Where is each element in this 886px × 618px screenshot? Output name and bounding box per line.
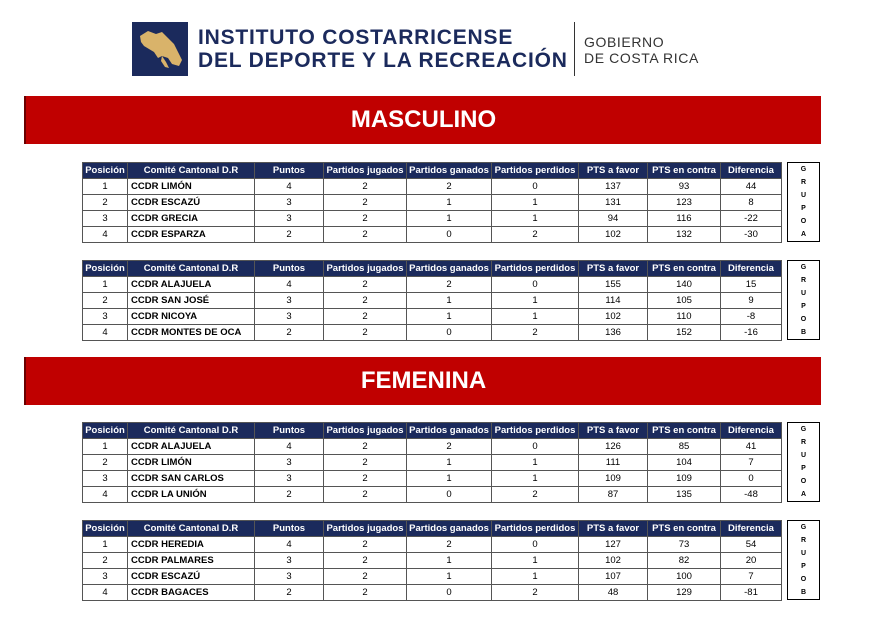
col-diferencia: Diferencia [721,521,782,537]
cell-comite: CCDR SAN JOSÉ [128,293,255,309]
standings-table-femenina-a [82,422,782,503]
col-comite: Comité Cantonal D.R [128,163,255,179]
col-ganados: Partidos ganados [407,163,492,179]
group-letter: G [800,166,807,173]
cell-perdidos: 1 [492,309,579,325]
cell-pts-contra: 132 [648,227,721,243]
cell-pts-favor: 109 [579,471,648,487]
col-comite: Comité Cantonal D.R [128,261,255,277]
standings-table-femenina-b [82,520,782,601]
cell-comite: CCDR LIMÓN [128,455,255,471]
cell-jugados: 2 [324,439,407,455]
col-ganados: Partidos ganados [407,261,492,277]
gov-line-1: GOBIERNO [584,34,665,50]
cell-diferencia: 15 [721,277,782,293]
cell-jugados: 2 [324,537,407,553]
cell-ganados: 1 [407,553,492,569]
group-label-femenina-b [787,520,820,600]
cell-puntos: 2 [255,227,324,243]
col-pts-favor: PTS a favor [579,163,648,179]
cell-puntos: 2 [255,487,324,503]
col-puntos: Puntos [255,521,324,537]
cell-comite: CCDR LIMÓN [128,179,255,195]
cell-diferencia: 9 [721,293,782,309]
col-diferencia: Diferencia [721,163,782,179]
cell-jugados: 2 [324,293,407,309]
gov-line-2: DE COSTA RICA [584,50,699,66]
cell-comite: CCDR HEREDIA [128,537,255,553]
cell-diferencia: 54 [721,537,782,553]
cell-ganados: 0 [407,487,492,503]
cell-pts-contra: 123 [648,195,721,211]
cell-pts-contra: 104 [648,455,721,471]
header-divider [574,22,575,76]
group-letter: P [801,563,806,570]
table-header-row [83,163,782,179]
cell-puntos: 3 [255,293,324,309]
cell-ganados: 1 [407,455,492,471]
col-diferencia: Diferencia [721,261,782,277]
cell-jugados: 2 [324,227,407,243]
cell-perdidos: 0 [492,537,579,553]
section-banner-femenina: FEMENINA [24,357,821,405]
table-row [83,277,782,293]
col-comite: Comité Cantonal D.R [128,423,255,439]
col-pts-favor: PTS a favor [579,261,648,277]
cell-jugados: 2 [324,585,407,601]
cell-puntos: 3 [255,455,324,471]
cell-comite: CCDR NICOYA [128,309,255,325]
cell-diferencia: -8 [721,309,782,325]
group-letter: R [800,537,807,544]
cell-perdidos: 2 [492,325,579,341]
cell-pts-contra: 105 [648,293,721,309]
group-letter: P [801,205,806,212]
col-comite: Comité Cantonal D.R [128,521,255,537]
cell-posicion: 4 [83,487,128,503]
cell-pts-contra: 152 [648,325,721,341]
cell-perdidos: 1 [492,553,579,569]
cell-posicion: 3 [83,211,128,227]
cell-puntos: 2 [255,325,324,341]
cell-diferencia: -48 [721,487,782,503]
institute-name [198,26,568,72]
group-letter: U [800,290,807,297]
cell-pts-contra: 82 [648,553,721,569]
table-row [83,537,782,553]
group-letter: O [800,218,807,225]
cell-jugados: 2 [324,277,407,293]
table-row [83,439,782,455]
cell-pts-contra: 129 [648,585,721,601]
government-name [584,34,699,66]
cell-jugados: 2 [324,325,407,341]
table-header-row [83,521,782,537]
cell-ganados: 1 [407,293,492,309]
cell-posicion: 1 [83,537,128,553]
cell-diferencia: -22 [721,211,782,227]
cell-posicion: 1 [83,179,128,195]
table-row [83,569,782,585]
group-letter: A [800,231,807,238]
col-diferencia: Diferencia [721,423,782,439]
group-label-masculino-a [787,162,820,242]
cell-pts-contra: 100 [648,569,721,585]
group-letter: R [800,277,807,284]
cell-posicion: 2 [83,195,128,211]
cell-jugados: 2 [324,553,407,569]
cell-perdidos: 1 [492,211,579,227]
table-row [83,195,782,211]
cell-jugados: 2 [324,471,407,487]
cell-ganados: 2 [407,277,492,293]
table-row [83,325,782,341]
cell-pts-contra: 140 [648,277,721,293]
col-perdidos: Partidos perdidos [492,521,579,537]
cell-puntos: 4 [255,179,324,195]
table-row [83,553,782,569]
group-letter: U [800,550,807,557]
cell-puntos: 3 [255,309,324,325]
col-puntos: Puntos [255,163,324,179]
cell-pts-favor: 102 [579,227,648,243]
cell-comite: CCDR ESPARZA [128,227,255,243]
col-puntos: Puntos [255,261,324,277]
cell-diferencia: -16 [721,325,782,341]
cell-comite: CCDR BAGACES [128,585,255,601]
cell-comite: CCDR GRECIA [128,211,255,227]
table-row [83,211,782,227]
cell-diferencia: 0 [721,471,782,487]
cell-posicion: 2 [83,455,128,471]
institute-line-1: INSTITUTO COSTARRICENSE [198,26,514,49]
col-perdidos: Partidos perdidos [492,163,579,179]
cell-jugados: 2 [324,309,407,325]
cell-pts-contra: 116 [648,211,721,227]
cell-diferencia: 44 [721,179,782,195]
cell-pts-contra: 85 [648,439,721,455]
cell-perdidos: 0 [492,179,579,195]
cell-pts-favor: 48 [579,585,648,601]
table-row [83,227,782,243]
cell-jugados: 2 [324,179,407,195]
cell-ganados: 0 [407,325,492,341]
cell-diferencia: 7 [721,455,782,471]
col-pts-contra: PTS en contra [648,423,721,439]
cell-diferencia: 7 [721,569,782,585]
cell-posicion: 3 [83,569,128,585]
cell-posicion: 3 [83,309,128,325]
cell-posicion: 2 [83,293,128,309]
group-label-masculino-b [787,260,820,340]
table-row [83,179,782,195]
col-pts-favor: PTS a favor [579,521,648,537]
col-posicion: Posición [83,261,128,277]
cell-pts-favor: 102 [579,553,648,569]
group-letter: O [800,478,807,485]
cell-puntos: 3 [255,553,324,569]
cell-comite: CCDR ESCAZÚ [128,569,255,585]
cell-pts-favor: 87 [579,487,648,503]
group-letter: B [800,589,807,596]
table-header-row [83,423,782,439]
group-letter: A [800,491,807,498]
cell-pts-favor: 127 [579,537,648,553]
table-row [83,455,782,471]
cell-puntos: 4 [255,439,324,455]
cell-diferencia: 20 [721,553,782,569]
group-letter: O [800,576,807,583]
col-jugados: Partidos jugados [324,163,407,179]
cell-pts-favor: 155 [579,277,648,293]
cell-diferencia: 41 [721,439,782,455]
col-posicion: Posición [83,521,128,537]
cell-diferencia: -81 [721,585,782,601]
cell-puntos: 2 [255,585,324,601]
table-row [83,487,782,503]
header [130,20,730,80]
cell-perdidos: 1 [492,195,579,211]
col-pts-contra: PTS en contra [648,521,721,537]
group-label-femenina-a [787,422,820,502]
col-pts-contra: PTS en contra [648,261,721,277]
table-row [83,585,782,601]
cell-perdidos: 2 [492,227,579,243]
group-letter: P [801,465,806,472]
cell-comite: CCDR MONTES DE OCA [128,325,255,341]
cell-perdidos: 0 [492,277,579,293]
cell-pts-contra: 109 [648,471,721,487]
cell-pts-contra: 73 [648,537,721,553]
group-letter: B [800,329,807,336]
cell-ganados: 2 [407,537,492,553]
cell-pts-contra: 93 [648,179,721,195]
cell-pts-favor: 102 [579,309,648,325]
cell-perdidos: 1 [492,471,579,487]
cell-posicion: 4 [83,227,128,243]
col-jugados: Partidos jugados [324,521,407,537]
group-letter: U [800,192,807,199]
cell-ganados: 2 [407,179,492,195]
cell-ganados: 1 [407,569,492,585]
col-perdidos: Partidos perdidos [492,423,579,439]
standings-table-masculino-a [82,162,782,243]
cell-comite: CCDR ALAJUELA [128,439,255,455]
cell-diferencia: 8 [721,195,782,211]
cell-jugados: 2 [324,195,407,211]
cell-pts-favor: 126 [579,439,648,455]
cell-comite: CCDR SAN CARLOS [128,471,255,487]
col-posicion: Posición [83,423,128,439]
cell-perdidos: 2 [492,585,579,601]
cell-puntos: 3 [255,211,324,227]
col-ganados: Partidos ganados [407,521,492,537]
cell-puntos: 4 [255,277,324,293]
cell-pts-favor: 94 [579,211,648,227]
cell-jugados: 2 [324,211,407,227]
group-letter: P [801,303,806,310]
costa-rica-map-icon [132,22,188,76]
cell-puntos: 3 [255,471,324,487]
group-letter: G [800,524,807,531]
group-letter: R [800,179,807,186]
cell-ganados: 1 [407,309,492,325]
cell-perdidos: 1 [492,293,579,309]
group-letter: U [800,452,807,459]
group-letter: O [800,316,807,323]
cell-pts-favor: 136 [579,325,648,341]
cell-posicion: 4 [83,325,128,341]
table-row [83,471,782,487]
cell-puntos: 4 [255,537,324,553]
institute-line-2: DEL DEPORTE Y LA RECREACIÓN [198,49,568,72]
col-jugados: Partidos jugados [324,423,407,439]
cell-pts-favor: 111 [579,455,648,471]
cell-pts-favor: 114 [579,293,648,309]
cell-puntos: 3 [255,569,324,585]
cell-ganados: 1 [407,195,492,211]
table-row [83,293,782,309]
table-row [83,309,782,325]
table-header-row [83,261,782,277]
cell-posicion: 1 [83,439,128,455]
cell-pts-favor: 107 [579,569,648,585]
standings-table-masculino-b [82,260,782,341]
cell-comite: CCDR ESCAZÚ [128,195,255,211]
cell-ganados: 2 [407,439,492,455]
cell-ganados: 1 [407,471,492,487]
cell-pts-favor: 137 [579,179,648,195]
group-letter: R [800,439,807,446]
section-banner-masculino: MASCULINO [24,96,821,144]
cell-perdidos: 1 [492,455,579,471]
cell-posicion: 2 [83,553,128,569]
cell-puntos: 3 [255,195,324,211]
col-pts-favor: PTS a favor [579,423,648,439]
group-letter: G [800,264,807,271]
col-puntos: Puntos [255,423,324,439]
col-jugados: Partidos jugados [324,261,407,277]
cell-perdidos: 0 [492,439,579,455]
col-ganados: Partidos ganados [407,423,492,439]
cell-perdidos: 1 [492,569,579,585]
cell-pts-contra: 110 [648,309,721,325]
col-posicion: Posición [83,163,128,179]
cell-pts-favor: 131 [579,195,648,211]
cell-jugados: 2 [324,455,407,471]
cell-jugados: 2 [324,569,407,585]
cell-jugados: 2 [324,487,407,503]
cell-pts-contra: 135 [648,487,721,503]
cell-comite: CCDR LA UNIÓN [128,487,255,503]
cell-perdidos: 2 [492,487,579,503]
col-pts-contra: PTS en contra [648,163,721,179]
cell-posicion: 1 [83,277,128,293]
cell-ganados: 0 [407,227,492,243]
col-perdidos: Partidos perdidos [492,261,579,277]
cell-posicion: 4 [83,585,128,601]
cell-comite: CCDR ALAJUELA [128,277,255,293]
cell-comite: CCDR PALMARES [128,553,255,569]
cell-posicion: 3 [83,471,128,487]
group-letter: G [800,426,807,433]
cell-diferencia: -30 [721,227,782,243]
cell-ganados: 1 [407,211,492,227]
cell-ganados: 0 [407,585,492,601]
